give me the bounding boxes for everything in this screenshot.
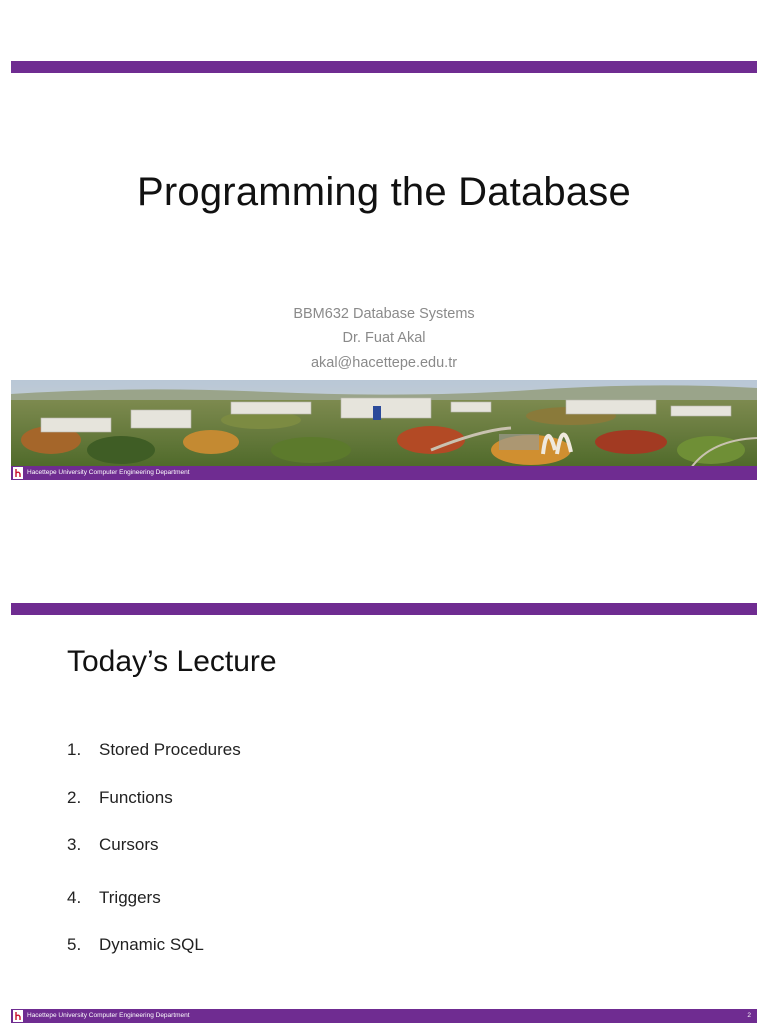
- footer-text: Hacettepe University Computer Engineering Department: [27, 469, 190, 476]
- list-item: [67, 740, 241, 760]
- slide-heading: Today’s Lecture: [67, 645, 277, 678]
- course-name: BBM632 Database Systems: [293, 306, 475, 322]
- top-divider-bar: [11, 603, 757, 615]
- list-item: [67, 935, 204, 955]
- slide-1-footer-bar: [11, 466, 757, 480]
- instructor-name: Dr. Fuat Akal: [342, 330, 426, 346]
- list-item-label: Cursors: [99, 835, 159, 854]
- hacettepe-logo-icon: [13, 1010, 23, 1022]
- list-item-number: 5.: [67, 935, 82, 954]
- list-item-number: 4.: [67, 888, 82, 907]
- list-item: [67, 788, 173, 808]
- list-item-number: 2.: [67, 788, 82, 807]
- hacettepe-logo-icon: [13, 467, 23, 479]
- top-divider-bar: [11, 61, 757, 73]
- campus-photo: [11, 380, 757, 468]
- list-item-label: Stored Procedures: [99, 740, 241, 759]
- list-item-label: Dynamic SQL: [99, 935, 204, 954]
- page-number: 2: [747, 1012, 751, 1019]
- instructor-email: akal@hacettepe.edu.tr: [310, 355, 458, 371]
- list-item-label: Functions: [99, 788, 173, 807]
- list-item-number: 1.: [67, 740, 82, 759]
- list-item: [67, 835, 159, 855]
- list-item-number: 3.: [67, 835, 82, 854]
- slide-title: Programming the Database: [137, 170, 631, 214]
- footer-text: Hacettepe University Computer Engineering Department: [27, 1012, 190, 1019]
- list-item-label: Triggers: [99, 888, 161, 907]
- slide-2-footer-bar: [11, 1009, 757, 1023]
- list-item: [67, 888, 161, 908]
